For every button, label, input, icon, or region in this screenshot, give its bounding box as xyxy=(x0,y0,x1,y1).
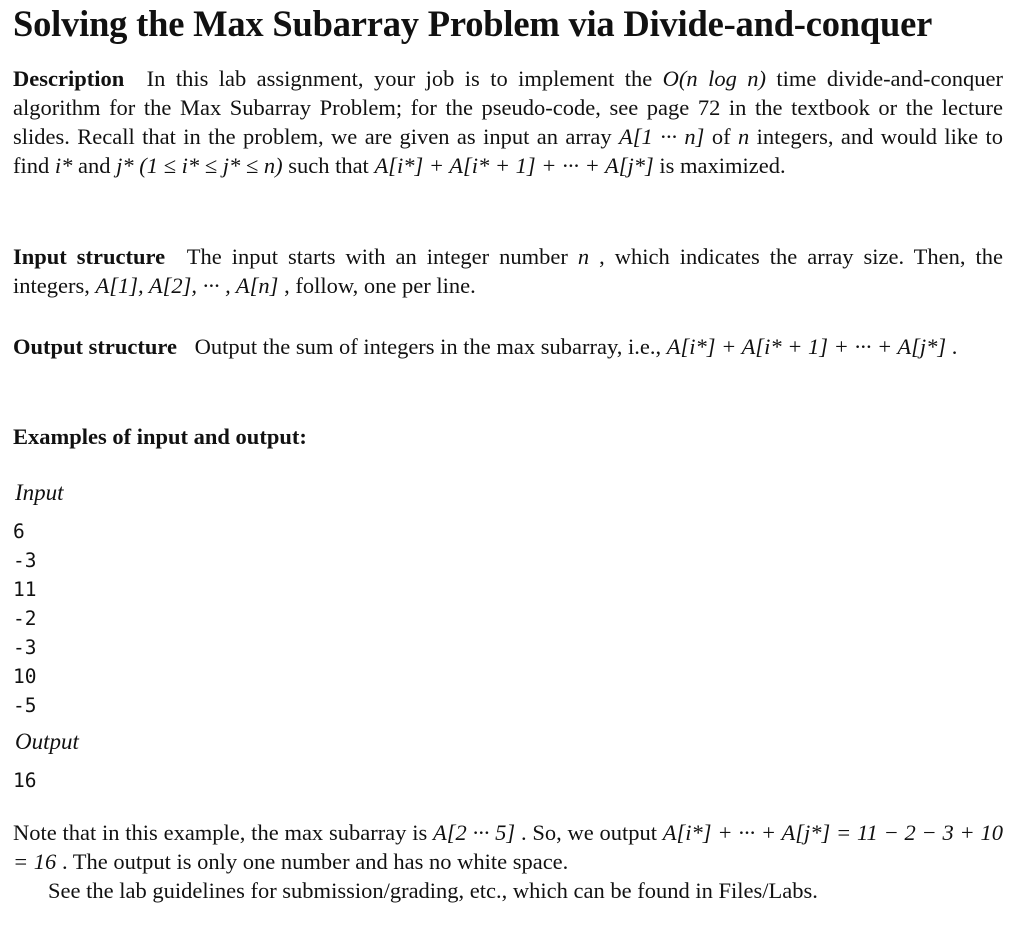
array-expression: A[1 ··· n] xyxy=(618,124,705,149)
description-text-3: of xyxy=(711,124,738,149)
input-structure-text-1: The input starts with an integer number xyxy=(186,244,578,269)
description-text-4: integers, and would like to find xyxy=(13,124,1004,178)
j-star-variable: j* xyxy=(116,153,134,178)
big-o-expression: O(n log n) xyxy=(662,66,766,91)
description-paragraph xyxy=(13,64,1003,180)
example-input-block xyxy=(13,517,36,720)
input-structure-text-3: , follow, one per line. xyxy=(284,273,476,298)
input-structure-paragraph xyxy=(13,242,1003,300)
output-label: Output xyxy=(15,729,79,754)
input-line: -3 xyxy=(13,636,37,659)
input-line: 11 xyxy=(13,578,37,601)
input-structure-text-2: , which indicates the array size. Then, the integers, xyxy=(13,244,1004,298)
note-paragraph xyxy=(13,818,1003,905)
description-heading: Description xyxy=(13,66,125,91)
note-text-1: Note that in this example, the max subarray is xyxy=(13,820,433,845)
example-output-value: 16 xyxy=(13,769,37,792)
sum-expression: A[i*] + A[i* + 1] + ··· + A[j*] xyxy=(374,153,654,178)
list-expression: A[1], A[2], ··· , A[n] xyxy=(95,273,279,298)
description-text-5: and xyxy=(78,153,117,178)
input-label: Input xyxy=(15,480,64,505)
input-structure-heading: Input structure xyxy=(13,244,166,269)
input-line: -5 xyxy=(13,694,37,717)
description-text-2: time divide-and-conquer algorithm for the Max Subarray Problem; for the pseudo-code, see page 72 in the textbook or the lecture slides. Recall that in the problem, we are given as input an array xyxy=(13,66,1004,149)
input-line: -2 xyxy=(13,607,37,630)
description-text-8: is maximized. xyxy=(659,153,786,178)
n-variable: n xyxy=(737,124,750,149)
n-variable: n xyxy=(577,244,590,269)
note-text-2: . So, we output xyxy=(520,820,663,845)
output-structure-text-2: . xyxy=(951,334,958,359)
output-structure-heading: Output structure xyxy=(13,334,177,359)
subarray-expression: A[2 ··· 5] xyxy=(432,820,516,845)
sum-expression: A[i*] + A[i* + 1] + ··· + A[j*] xyxy=(666,334,947,359)
sum-expression: A[i*] + ··· + A[j*] = 11 − 2 − 3 + 10 = 16 xyxy=(13,820,1003,874)
output-structure-paragraph xyxy=(13,332,1003,361)
examples-heading: Examples of input and output: xyxy=(13,424,307,449)
guidelines-text: See the lab guidelines for submission/grading, etc., which can be found in Files/Labs. xyxy=(48,878,818,903)
input-line: -3 xyxy=(13,549,37,572)
description-text-7: such that xyxy=(288,153,375,178)
range-expression: (1 ≤ i* ≤ j* ≤ n) xyxy=(139,153,283,178)
input-line: 6 xyxy=(13,520,25,543)
input-line: 10 xyxy=(13,665,37,688)
output-structure-text-1: Output the sum of integers in the max subarray, i.e., xyxy=(194,334,667,359)
page-title: Solving the Max Subarray Problem via Divide-and-conquer xyxy=(13,3,933,44)
description-text-1: In this lab assignment, your job is to implement the xyxy=(146,66,663,91)
note-text-3: . The output is only one number and has no white space. xyxy=(61,849,569,874)
i-star-variable: i* xyxy=(54,153,73,178)
